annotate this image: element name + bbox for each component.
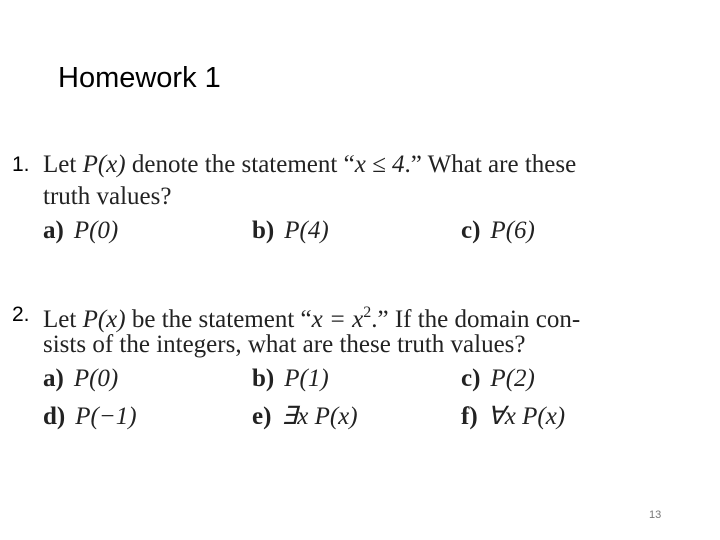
part-label: c) (461, 217, 481, 244)
page-number: 13 (649, 509, 662, 521)
problem-2-number: 2. (12, 303, 30, 326)
problem-2-part-a (43, 363, 118, 395)
problem-1-predicate: P(x) (82, 151, 126, 178)
part-expression: ∀x P(x) (487, 403, 566, 430)
problem-1-part-b (252, 215, 329, 247)
problem-1-text-suffix: .” What are these (404, 151, 577, 178)
problem-1 (43, 149, 576, 251)
problem-1-part-a (43, 215, 118, 247)
part-label: d) (43, 403, 66, 430)
problem-1-part-c (461, 215, 535, 247)
part-label: a) (43, 365, 64, 392)
problem-1-parts (43, 213, 576, 251)
part-label: c) (461, 365, 481, 392)
part-expression: P(−1) (75, 403, 137, 430)
problem-2 (43, 297, 580, 437)
part-expression: P(4) (284, 217, 329, 244)
part-label: b) (252, 217, 275, 244)
problem-1-line-1 (43, 149, 576, 181)
slide-title: Homework 1 (58, 62, 221, 94)
part-label: a) (43, 217, 64, 244)
problem-2-line-1 (43, 297, 581, 333)
problem-2-part-c (461, 363, 535, 395)
part-expression: P(6) (490, 217, 535, 244)
problem-2-exponent: 2 (363, 304, 372, 321)
part-label: f) (461, 403, 478, 430)
problem-2-line-2: sists of the integers, what are these truth values? (43, 331, 526, 358)
problem-2-parts-row-1 (43, 361, 580, 399)
problem-2-part-b (252, 363, 329, 395)
problem-2-predicate: P(x) (82, 306, 126, 333)
problem-2-text-suffix: .” If the domain con- (371, 306, 581, 333)
problem-1-text-middle: denote the statement “ (125, 151, 355, 178)
problem-2-math: x = x (311, 306, 364, 333)
problem-1-text-prefix: Let (43, 151, 83, 178)
problem-2-text-middle: be the statement “ (125, 306, 312, 333)
problem-2-part-f (461, 401, 565, 433)
part-expression: ∃x P(x) (281, 403, 358, 430)
part-expression: P(0) (73, 217, 119, 244)
problem-1-number: 1. (12, 153, 30, 176)
problem-1-math: x ≤ 4 (354, 151, 405, 178)
part-label: e) (252, 403, 272, 430)
problem-2-part-d (43, 401, 137, 433)
problem-2-text-prefix: Let (43, 306, 83, 333)
part-expression: P(0) (73, 365, 119, 392)
part-expression: P(1) (284, 365, 329, 392)
part-label: b) (252, 365, 275, 392)
part-expression: P(2) (490, 365, 535, 392)
problem-2-part-e (252, 401, 358, 433)
problem-2-parts-row-2 (43, 399, 580, 437)
problem-1-line-2: truth values? (43, 183, 172, 210)
